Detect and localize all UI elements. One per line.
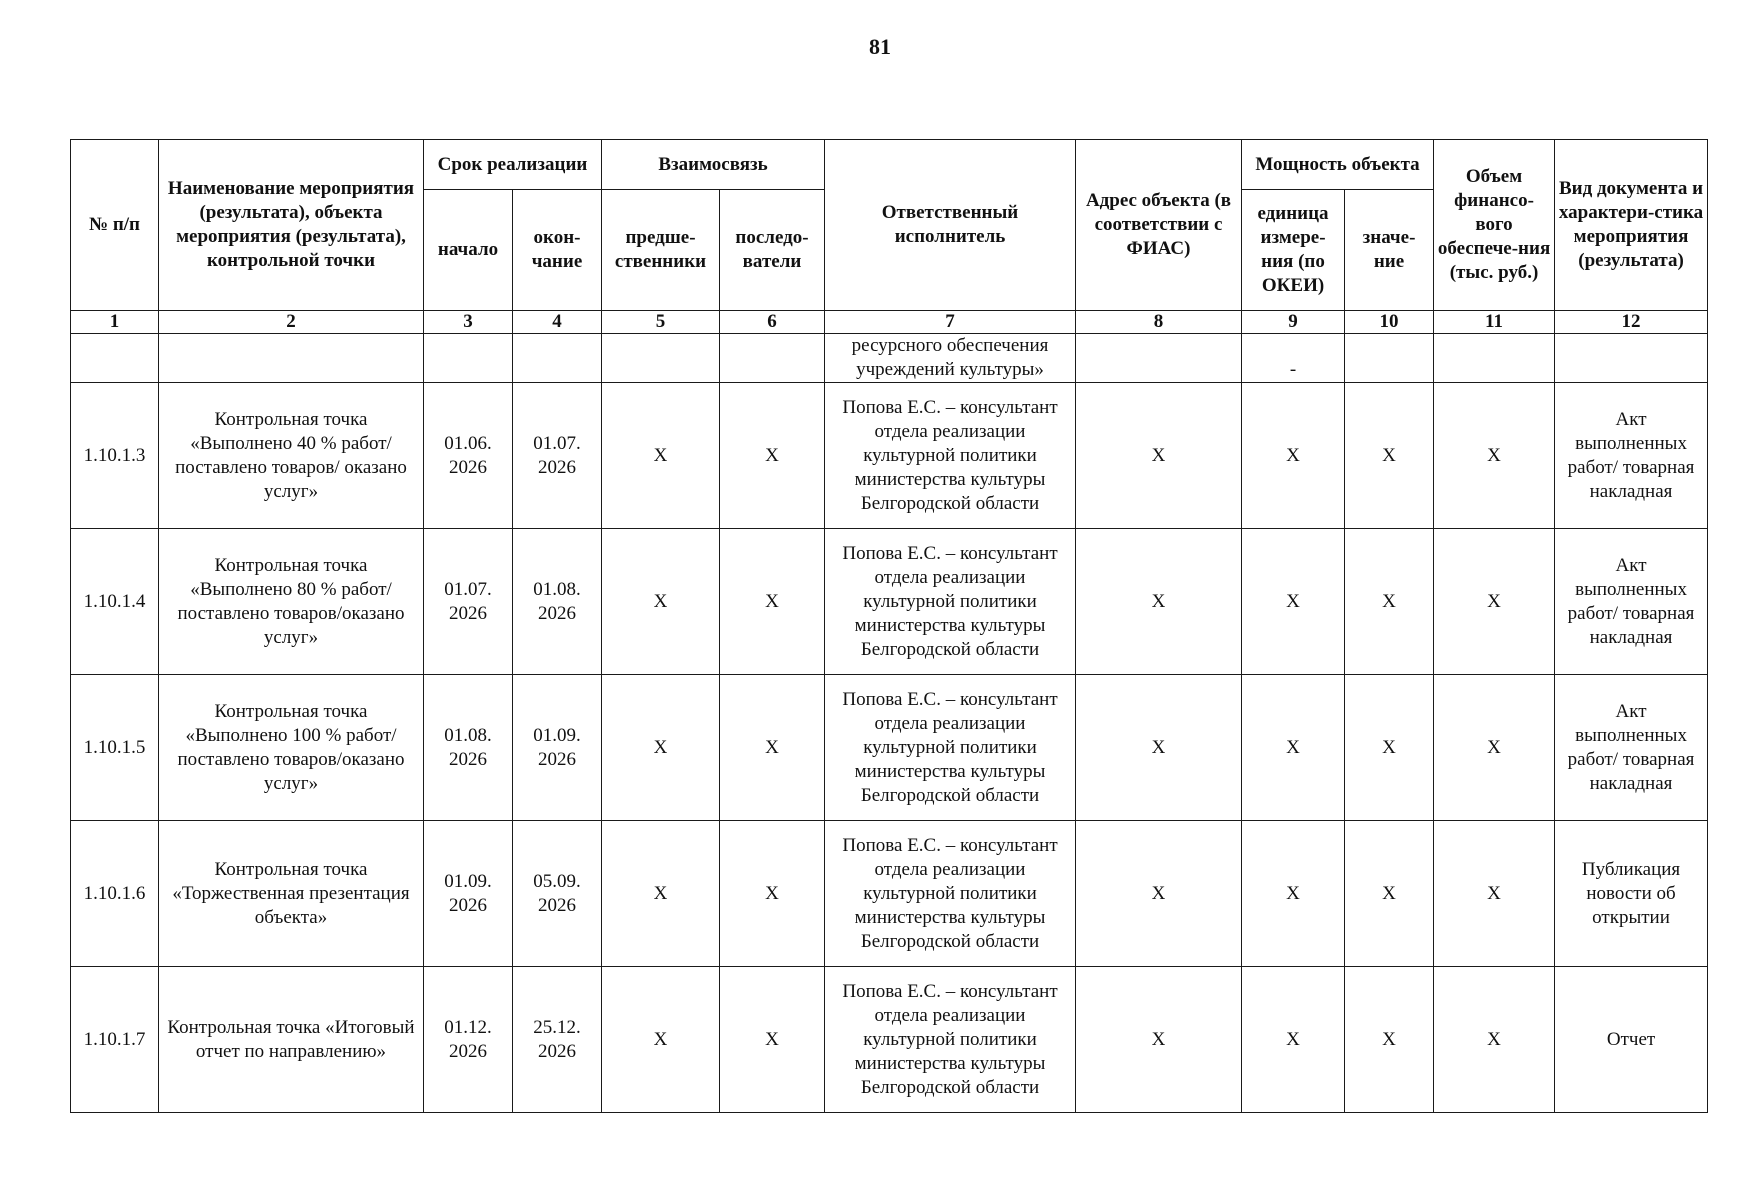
cell-finance: X	[1434, 529, 1555, 675]
cell-document: Акт выполненных работ/ товарная накладная	[1555, 383, 1708, 529]
column-number: 12	[1555, 311, 1708, 334]
table-row	[71, 821, 1708, 967]
cell-unit: X	[1242, 821, 1345, 967]
column-number: 5	[602, 311, 720, 334]
cell-value: X	[1345, 821, 1434, 967]
cell-number	[71, 334, 159, 383]
cell-value: X	[1345, 675, 1434, 821]
cell-unit: -	[1242, 334, 1345, 383]
column-number: 6	[720, 311, 825, 334]
header-capacity: Мощность объекта	[1242, 140, 1434, 190]
cell-end	[513, 334, 602, 383]
table-row	[71, 967, 1708, 1113]
cell-responsible: Попова Е.С. – консультант отдела реализации культурной политики министерства культуры Белгородской области	[825, 821, 1076, 967]
cell-finance: X	[1434, 821, 1555, 967]
cell-start: 01.12. 2026	[424, 967, 513, 1113]
cell-value: X	[1345, 529, 1434, 675]
cell-address: X	[1076, 675, 1242, 821]
cell-predecessors	[602, 334, 720, 383]
table-body	[71, 311, 1708, 1113]
cell-number: 1.10.1.4	[71, 529, 159, 675]
cell-start: 01.06. 2026	[424, 383, 513, 529]
cell-number: 1.10.1.6	[71, 821, 159, 967]
cell-start: 01.08. 2026	[424, 675, 513, 821]
cell-unit: X	[1242, 383, 1345, 529]
header-start: начало	[424, 190, 513, 311]
cell-value: X	[1345, 383, 1434, 529]
table-row	[71, 383, 1708, 529]
header-name: Наименование мероприятия (результата), объекта мероприятия (результата), контрольной точки	[159, 140, 424, 311]
table-row	[71, 675, 1708, 821]
cell-start: 01.09. 2026	[424, 821, 513, 967]
cell-finance: X	[1434, 967, 1555, 1113]
header-value: значе-ние	[1345, 190, 1434, 311]
cell-document	[1555, 334, 1708, 383]
cell-predecessors: X	[602, 821, 720, 967]
header-number: № п/п	[71, 140, 159, 311]
cell-document: Акт выполненных работ/ товарная накладная	[1555, 529, 1708, 675]
column-number: 3	[424, 311, 513, 334]
cell-successors: X	[720, 383, 825, 529]
cell-responsible: ресурсного обеспечения учреждений культуры»	[825, 334, 1076, 383]
table-row	[71, 529, 1708, 675]
cell-finance	[1434, 334, 1555, 383]
column-number: 7	[825, 311, 1076, 334]
cell-number: 1.10.1.3	[71, 383, 159, 529]
cell-address	[1076, 334, 1242, 383]
column-number: 9	[1242, 311, 1345, 334]
cell-name	[159, 334, 424, 383]
header-predecessors: предше-ственники	[602, 190, 720, 311]
cell-number: 1.10.1.5	[71, 675, 159, 821]
column-number: 4	[513, 311, 602, 334]
cell-address: X	[1076, 383, 1242, 529]
header-end: окон-чание	[513, 190, 602, 311]
cell-unit: X	[1242, 529, 1345, 675]
activity-plan-table	[70, 139, 1708, 1113]
cell-document: Отчет	[1555, 967, 1708, 1113]
column-number: 10	[1345, 311, 1434, 334]
cell-name: Контрольная точка «Выполнено 80 % работ/поставлено товаров/оказано услуг»	[159, 529, 424, 675]
cell-value: X	[1345, 967, 1434, 1113]
cell-successors: X	[720, 529, 825, 675]
cell-name: Контрольная точка «Торжественная презентация объекта»	[159, 821, 424, 967]
cell-predecessors: X	[602, 383, 720, 529]
cell-address: X	[1076, 967, 1242, 1113]
cell-number: 1.10.1.7	[71, 967, 159, 1113]
cell-successors: X	[720, 967, 825, 1113]
cell-responsible: Попова Е.С. – консультант отдела реализации культурной политики министерства культуры Белгородской области	[825, 383, 1076, 529]
cell-name: Контрольная точка «Итоговый отчет по направлению»	[159, 967, 424, 1113]
cell-start: 01.07. 2026	[424, 529, 513, 675]
cell-address: X	[1076, 821, 1242, 967]
cell-start	[424, 334, 513, 383]
cell-end: 01.08. 2026	[513, 529, 602, 675]
header-successors: последо-ватели	[720, 190, 825, 311]
cell-predecessors: X	[602, 967, 720, 1113]
cell-successors: X	[720, 675, 825, 821]
cell-name: Контрольная точка «Выполнено 40 % работ/ поставлено товаров/ оказано услуг»	[159, 383, 424, 529]
cell-document: Акт выполненных работ/ товарная накладная	[1555, 675, 1708, 821]
cell-end: 01.07. 2026	[513, 383, 602, 529]
cell-value	[1345, 334, 1434, 383]
header-document: Вид документа и характери-стика мероприятия (результата)	[1555, 140, 1708, 311]
cell-address: X	[1076, 529, 1242, 675]
header-unit: единица измере-ния (по ОКЕИ)	[1242, 190, 1345, 311]
cell-predecessors: X	[602, 529, 720, 675]
cell-responsible: Попова Е.С. – консультант отдела реализации культурной политики министерства культуры Белгородской области	[825, 967, 1076, 1113]
continuation-row	[71, 334, 1708, 383]
cell-finance: X	[1434, 383, 1555, 529]
header-address: Адрес объекта (в соответствии с ФИАС)	[1076, 140, 1242, 311]
cell-name: Контрольная точка «Выполнено 100 % работ/поставлено товаров/оказано услуг»	[159, 675, 424, 821]
cell-unit: X	[1242, 675, 1345, 821]
header-relation: Взаимосвязь	[602, 140, 825, 190]
column-number: 11	[1434, 311, 1555, 334]
column-number-row	[71, 311, 1708, 334]
header-responsible: Ответственный исполнитель	[825, 140, 1076, 311]
cell-unit: X	[1242, 967, 1345, 1113]
cell-document: Публикация новости об открытии	[1555, 821, 1708, 967]
cell-predecessors: X	[602, 675, 720, 821]
cell-successors: X	[720, 821, 825, 967]
cell-successors	[720, 334, 825, 383]
header-finance: Объем финансо-вого обеспече-ния (тыс. руб.)	[1434, 140, 1555, 311]
table-header	[71, 140, 1708, 311]
column-number: 1	[71, 311, 159, 334]
header-term: Срок реализации	[424, 140, 602, 190]
cell-responsible: Попова Е.С. – консультант отдела реализации культурной политики министерства культуры Белгородской области	[825, 529, 1076, 675]
cell-end: 01.09. 2026	[513, 675, 602, 821]
column-number: 2	[159, 311, 424, 334]
column-number: 8	[1076, 311, 1242, 334]
cell-end: 25.12. 2026	[513, 967, 602, 1113]
cell-end: 05.09. 2026	[513, 821, 602, 967]
page-number: 81	[869, 34, 891, 59]
cell-responsible: Попова Е.С. – консультант отдела реализации культурной политики министерства культуры Белгородской области	[825, 675, 1076, 821]
cell-finance: X	[1434, 675, 1555, 821]
